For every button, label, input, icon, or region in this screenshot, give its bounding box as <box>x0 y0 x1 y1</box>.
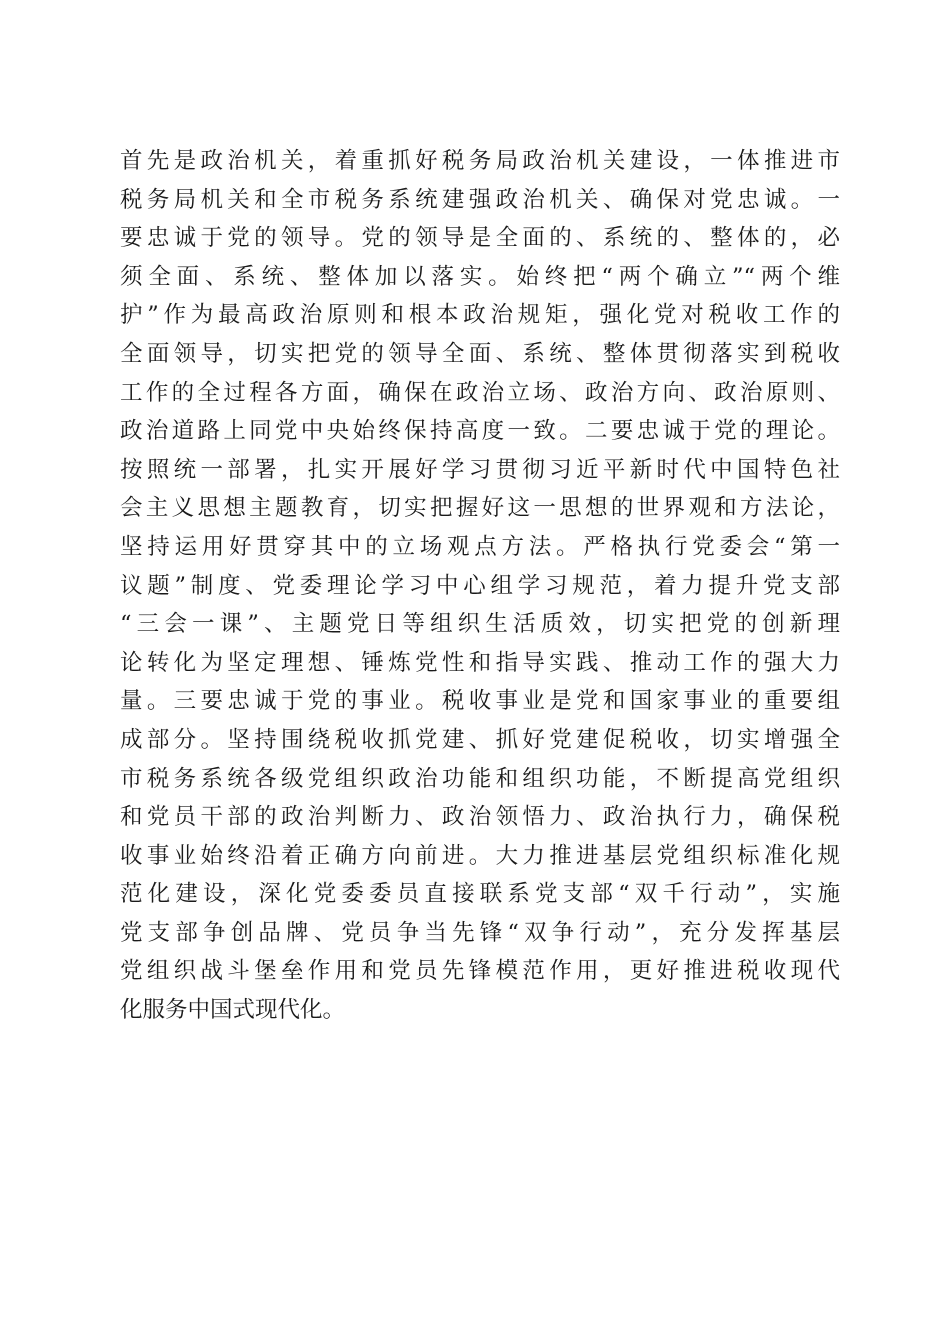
paragraph-line: 范化建设，深化党委委员直接联系党支部“双千行动”，实施 <box>120 881 840 908</box>
paragraph-line: 会主义思想主题教育，切实把握好这一思想的世界观和方法论， <box>120 495 840 522</box>
paragraph-line: 按照统一部署，扎实开展好学习贯彻习近平新时代中国特色社 <box>120 456 840 483</box>
paragraph-line: 坚持运用好贯穿其中的立场观点方法。严格执行党委会“第一 <box>120 533 840 560</box>
paragraph-line: 政治道路上同党中央始终保持高度一致。二要忠诚于党的理论。 <box>120 418 840 445</box>
paragraph-line: 工作的全过程各方面，确保在政治立场、政治方向、政治原则、 <box>120 379 840 406</box>
paragraph-line: 和党员干部的政治判断力、政治领悟力、政治执行力，确保税 <box>120 804 840 831</box>
paragraph-line: 须全面、系统、整体加以落实。始终把“两个确立”“两个维 <box>120 263 840 290</box>
paragraph-line: 党支部争创品牌、党员争当先锋“双争行动”，充分发挥基层 <box>120 919 840 946</box>
paragraph-line: 成部分。坚持围绕税收抓党建、抓好党建促税收，切实增强全 <box>120 726 840 753</box>
paragraph-line: 要忠诚于党的领导。党的领导是全面的、系统的、整体的，必 <box>120 225 840 252</box>
paragraph-line: 市税务系统各级党组织政治功能和组织功能，不断提高党组织 <box>120 765 840 792</box>
paragraph-line: 全面领导，切实把党的领导全面、系统、整体贯彻落实到税收 <box>120 340 840 367</box>
paragraph-line: 党组织战斗堡垒作用和党员先锋模范作用，更好推进税收现代 <box>120 958 840 985</box>
paragraph-line: “三会一课”、主题党日等组织生活质效，切实把党的创新理 <box>120 611 840 638</box>
paragraph-line: 税务局机关和全市税务系统建强政治机关、确保对党忠诚。一 <box>120 186 840 213</box>
paragraph-line: 量。三要忠诚于党的事业。税收事业是党和国家事业的重要组 <box>120 688 840 715</box>
paragraph-line: 护”作为最高政治原则和根本政治规矩，强化党对税收工作的 <box>120 302 840 329</box>
paragraph-line: 化服务中国式现代化。 <box>120 997 346 1024</box>
paragraph-line: 议题”制度、党委理论学习中心组学习规范，着力提升党支部 <box>120 572 840 599</box>
paragraph-line: 收事业始终沿着正确方向前进。大力推进基层党组织标准化规 <box>120 842 840 869</box>
body-paragraph <box>120 142 840 1030</box>
paragraph-line: 论转化为坚定理想、锤炼党性和指导实践、推动工作的强大力 <box>120 649 840 676</box>
paragraph-line: 首先是政治机关，着重抓好税务局政治机关建设，一体推进市 <box>120 148 840 174</box>
